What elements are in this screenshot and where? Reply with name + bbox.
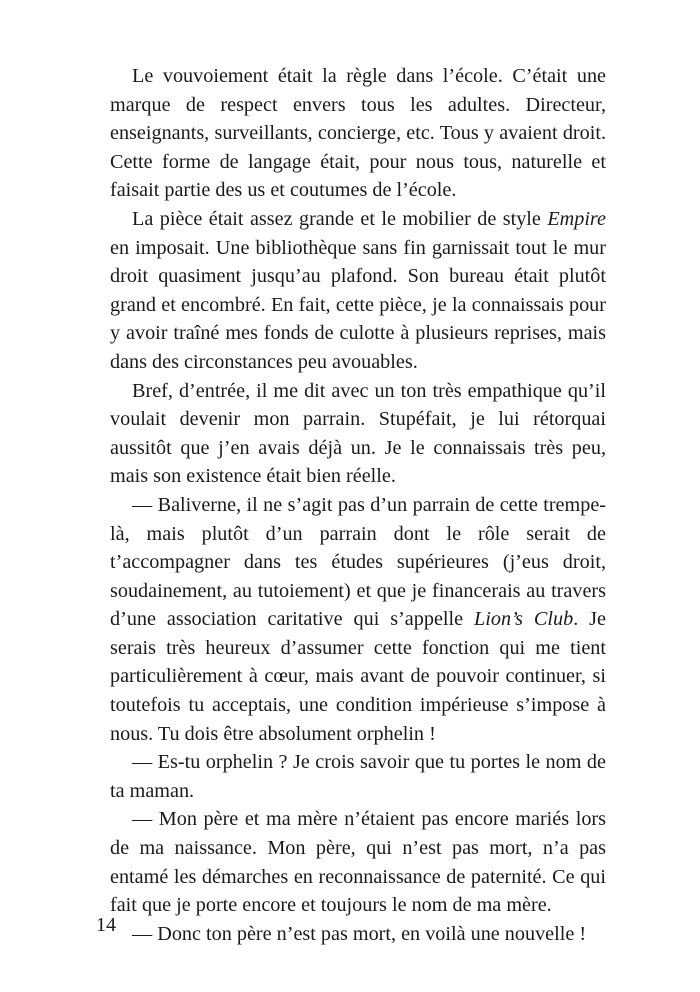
italic-term-lions-club: Lion’s Club — [474, 608, 574, 631]
paragraph-text: — Baliverne, il ne s’agit pas d’un parrain de cette trempe-là, mais plutôt d’un parrain dont le rôle serait de t’accompagner dans tes études supérieures (j’eus droit, soudainement, au tutoiement) et que je financerais au travers d’une association caritative qui s’appelle — [110, 493, 606, 631]
paragraph-text: — Es-tu orphelin ? Je crois savoir que tu portes le nom de ta maman. — [110, 751, 606, 802]
paragraph-text: La pièce était assez grande et le mobilier de style — [132, 207, 548, 230]
dialogue-paragraph — [110, 491, 606, 748]
page-number: 14 — [96, 914, 116, 936]
paragraph-text: . Je serais très heureux d’assumer cette fonction qui me tient particulièrement à cœur, mais avant de pouvoir continuer, si toutefois tu acceptais, une condition impérieuse s’impose à nous. Tu dois être absolument orphelin ! — [110, 608, 606, 745]
paragraph-text: — Mon père et ma mère n’étaient pas encore mariés lors de ma naissance. Mon père, qui n’est pas mort, n’a pas entamé les démarches en reconnaissance de paternité. Ce qui fait que je porte encore et toujours le nom de ma mère. — [110, 808, 606, 917]
italic-term-empire: Empire — [547, 207, 606, 230]
paragraph — [110, 377, 606, 491]
paragraph-text: Le vouvoiement était la règle dans l’école. C’était une marque de respect envers tous les adultes. Directeur, enseignants, surveillants, concierge, etc. Tous y avaient droit. Cette forme de langage était, pour nous tous, naturelle et faisait partie des us et coutumes de l’école. — [110, 65, 606, 202]
paragraph-text: — Donc ton père n’est pas mort, en voilà une nouvelle ! — [132, 922, 587, 945]
dialogue-paragraph — [110, 748, 606, 805]
paragraph — [110, 62, 606, 205]
paragraph-text: Bref, d’entrée, il me dit avec un ton très empathique qu’il voulait devenir mon parrain. Stupéfait, je lui rétorquai aussitôt que j’en avais déjà un. Je le connaissais très peu, mais son existence était bien réelle. — [110, 379, 606, 488]
paragraph — [110, 205, 606, 377]
paragraph-text: en imposait. Une bibliothèque sans fin garnissait tout le mur droit quasiment jusqu’au plafond. Son bureau était plutôt grand et encombré. En fait, cette pièce, je la connaissais pour y avoir traîné mes fonds de culotte à plusieurs reprises, mais dans des circonstances peu avouables. — [110, 236, 606, 373]
dialogue-paragraph — [110, 920, 606, 949]
dialogue-paragraph — [110, 805, 606, 919]
page-body-text — [110, 62, 606, 948]
